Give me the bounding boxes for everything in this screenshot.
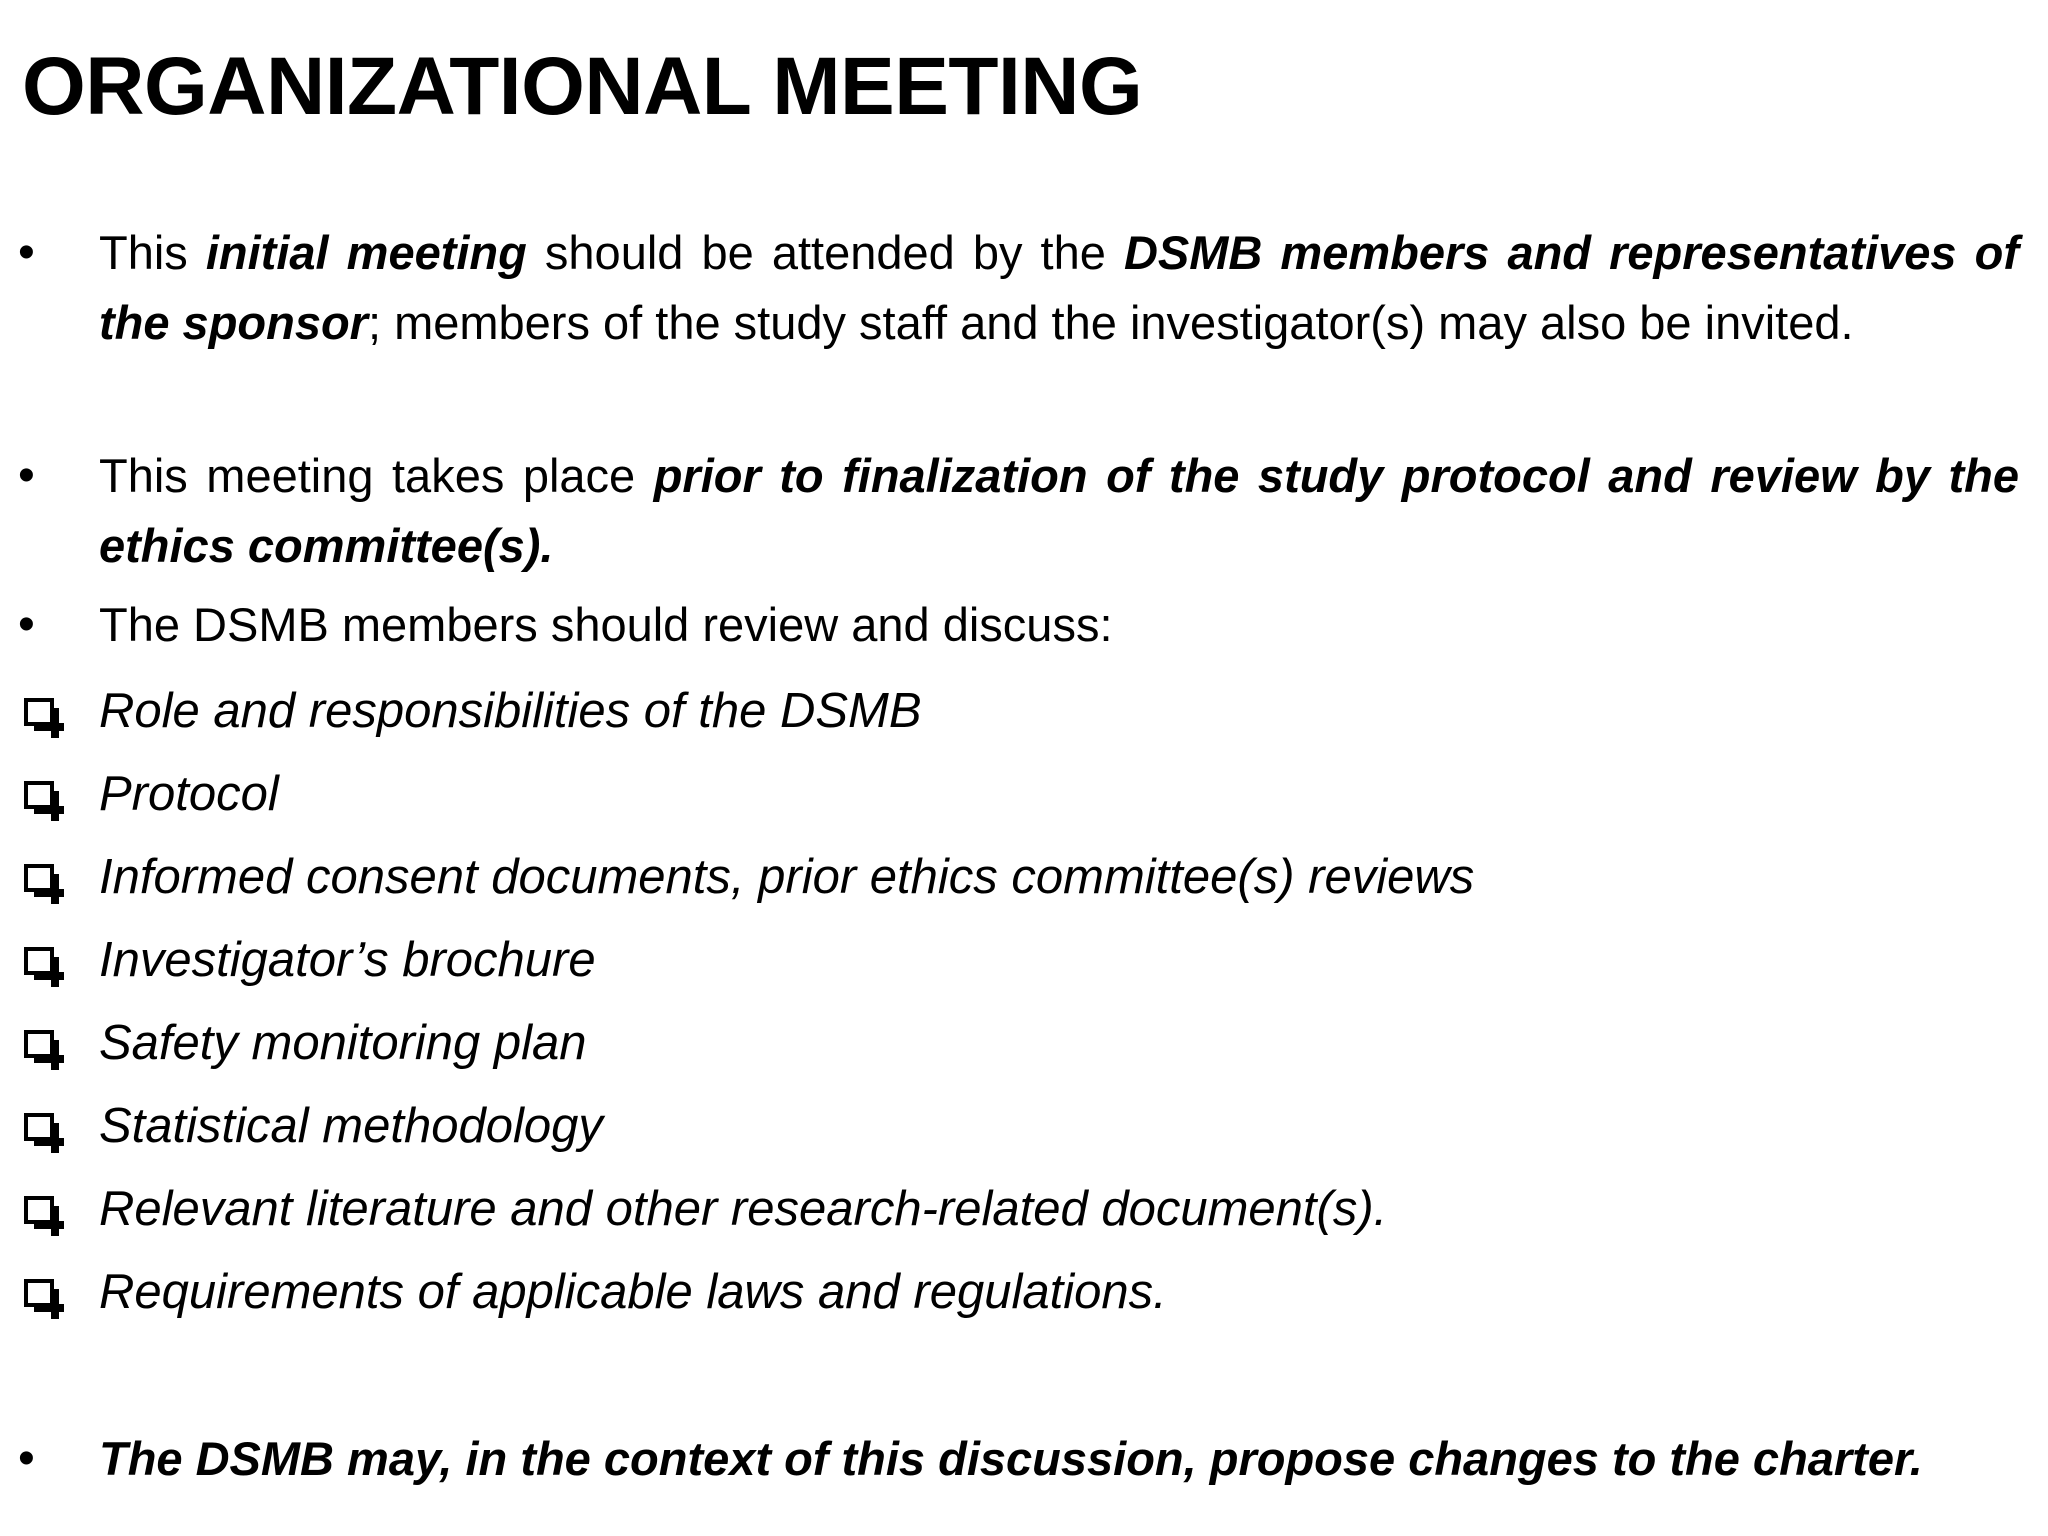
slide-title: ORGANIZATIONAL MEETING	[22, 41, 1143, 132]
bullet-text	[99, 218, 2019, 358]
bullet-marker: •	[18, 1432, 35, 1485]
bullet-text: The DSMB may, in the context of this discussion, propose changes to the charter.	[99, 1432, 1923, 1485]
checkbox-icon	[24, 1113, 54, 1141]
checklist-label: Requirements of applicable laws and regulations.	[99, 1265, 1167, 1319]
checkbox-icon	[24, 1279, 54, 1307]
emphasis-text: prior to finalization of the study protocol and review by the ethics committee(s).	[99, 449, 2019, 572]
checklist-item	[0, 842, 2048, 912]
emphasis-text: initial meeting	[205, 226, 527, 279]
checklist-label: Role and responsibilities of the DSMB	[99, 684, 922, 738]
checklist-item	[0, 925, 2048, 995]
checklist-label: Protocol	[99, 767, 279, 821]
checklist-item	[0, 1174, 2048, 1244]
checklist-item	[0, 1008, 2048, 1078]
text-run: ; members of the study staff and the investigator(s) may also be invited.	[367, 296, 1854, 349]
checklist-item	[0, 1091, 2048, 1161]
bullet-text	[99, 441, 2019, 581]
checkbox-icon	[24, 781, 54, 809]
emphasis-text: DSMB members and representatives of the sponsor	[99, 226, 2019, 349]
bullet-marker: •	[18, 226, 35, 279]
checkbox-icon	[24, 947, 54, 975]
checkbox-icon	[24, 698, 54, 726]
checklist-label: Safety monitoring plan	[99, 1016, 587, 1070]
text-run: should be attended by the	[526, 226, 1124, 279]
checklist-label: Informed consent documents, prior ethics committee(s) reviews	[99, 850, 1475, 904]
checklist-item	[0, 1257, 2048, 1327]
checkbox-icon	[24, 1196, 54, 1224]
checklist-label: Investigator’s brochure	[99, 933, 596, 987]
text-run: This	[99, 226, 206, 279]
checklist-label: Statistical methodology	[99, 1099, 603, 1153]
bullet-marker: •	[18, 598, 35, 651]
checklist-label: Relevant literature and other research-related document(s).	[99, 1182, 1388, 1236]
checklist-item	[0, 676, 2048, 746]
checklist-item	[0, 759, 2048, 829]
checkbox-icon	[24, 1030, 54, 1058]
bullet-text: The DSMB members should review and discuss:	[99, 598, 1113, 651]
bullet-marker: •	[18, 449, 35, 502]
text-run: This meeting takes place	[99, 449, 654, 502]
checkbox-icon	[24, 864, 54, 892]
